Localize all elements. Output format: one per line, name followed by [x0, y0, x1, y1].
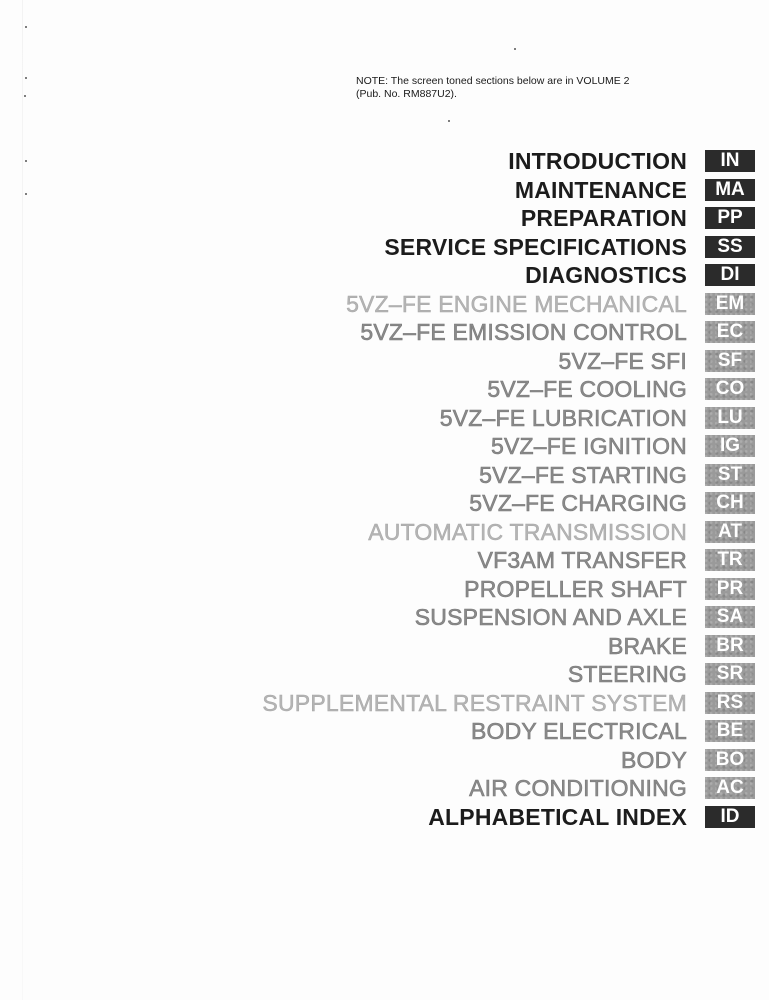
- scan-speck: [25, 26, 27, 28]
- scan-speck: [25, 77, 27, 79]
- scan-speck: [514, 48, 516, 50]
- toc-item-label: SERVICE SPECIFICATIONS: [384, 233, 687, 260]
- toc-item-label: INTRODUCTION: [508, 148, 687, 174]
- toc-item-label: 5VZ–FE COOLING: [487, 376, 687, 402]
- toc-item-preparation[interactable]: [0, 204, 769, 232]
- section-tab-sa[interactable]: SA: [705, 606, 755, 628]
- toc-item-label: BODY ELECTRICAL: [470, 718, 687, 744]
- toc-item-label: STEERING: [567, 661, 687, 687]
- toc-item-label: PREPARATION: [520, 205, 687, 231]
- toc-item-automatic-transmission[interactable]: [0, 518, 769, 546]
- section-tab-rs[interactable]: RS: [705, 692, 755, 714]
- section-tab-pr[interactable]: PR: [705, 578, 755, 600]
- section-tab-em[interactable]: EM: [705, 293, 755, 315]
- section-tab-in[interactable]: IN: [705, 150, 755, 172]
- toc-item-label: ALPHABETICAL INDEX: [428, 803, 687, 830]
- toc-item-label: 5VZ–FE IGNITION: [491, 433, 687, 459]
- section-tab-br[interactable]: BR: [705, 635, 755, 657]
- section-tab-di[interactable]: DI: [705, 264, 755, 286]
- section-tab-ig[interactable]: IG: [705, 435, 755, 457]
- toc-item-sfi[interactable]: [0, 347, 769, 375]
- toc-item-label: 5VZ–FE EMISSION CONTROL: [360, 319, 687, 345]
- toc-item-label: 5VZ–FE LUBRICATION: [439, 404, 687, 431]
- toc-item-service-specifications[interactable]: [0, 233, 769, 261]
- section-tab-at[interactable]: AT: [705, 521, 755, 543]
- toc-item-starting[interactable]: [0, 461, 769, 489]
- section-tab-co[interactable]: CO: [705, 378, 755, 400]
- toc-item-label: PROPELLER SHAFT: [464, 575, 687, 602]
- section-tab-pp[interactable]: PP: [705, 207, 755, 229]
- toc-item-transfer[interactable]: [0, 546, 769, 574]
- toc-item-label: DIAGNOSTICS: [525, 262, 687, 288]
- toc-item-ignition[interactable]: [0, 432, 769, 460]
- section-tab-id[interactable]: ID: [705, 806, 755, 828]
- toc-item-label: SUPPLEMENTAL RESTRAINT SYSTEM: [262, 689, 687, 716]
- toc-item-label: SUSPENSION AND AXLE: [414, 604, 687, 630]
- volume-note-line1: NOTE: The screen toned sections below are in VOLUME 2: [356, 75, 630, 87]
- scan-speck: [448, 120, 450, 122]
- toc-item-maintenance[interactable]: [0, 176, 769, 204]
- toc-item-propeller-shaft[interactable]: [0, 575, 769, 603]
- toc-item-label: MAINTENANCE: [514, 176, 687, 203]
- toc-item-supplemental-restraint-system[interactable]: [0, 689, 769, 717]
- section-tab-tr[interactable]: TR: [705, 549, 755, 571]
- toc-item-engine-mechanical[interactable]: [0, 290, 769, 318]
- toc-item-lubrication[interactable]: [0, 404, 769, 432]
- toc-item-label: 5VZ–FE ENGINE MECHANICAL: [346, 290, 687, 317]
- section-tab-ma[interactable]: MA: [705, 179, 755, 201]
- toc-item-suspension-and-axle[interactable]: [0, 603, 769, 631]
- toc-item-label: VF3AM TRANSFER: [477, 547, 687, 573]
- section-tab-sf[interactable]: SF: [705, 350, 755, 372]
- scan-speck: [24, 95, 26, 97]
- toc-item-label: 5VZ–FE CHARGING: [469, 490, 687, 516]
- toc-item-label: AUTOMATIC TRANSMISSION: [368, 518, 687, 545]
- toc-item-label: BODY: [621, 746, 687, 773]
- volume-note-line2: (Pub. No. RM887U2).: [356, 88, 457, 100]
- toc-item-emission-control[interactable]: [0, 318, 769, 346]
- toc-item-alphabetical-index[interactable]: [0, 803, 769, 831]
- section-tab-sr[interactable]: SR: [705, 663, 755, 685]
- toc-item-label: BRAKE: [608, 632, 687, 659]
- toc-item-label: 5VZ–FE SFI: [558, 347, 687, 374]
- section-tab-st[interactable]: ST: [705, 464, 755, 486]
- toc-item-charging[interactable]: [0, 489, 769, 517]
- toc-item-brake[interactable]: [0, 632, 769, 660]
- section-tab-lu[interactable]: LU: [705, 407, 755, 429]
- toc-item-air-conditioning[interactable]: [0, 774, 769, 802]
- volume-note: [356, 75, 630, 101]
- toc-item-diagnostics[interactable]: [0, 261, 769, 289]
- section-tab-be[interactable]: BE: [705, 720, 755, 742]
- section-tab-ss[interactable]: SS: [705, 236, 755, 258]
- section-tab-bo[interactable]: BO: [705, 749, 755, 771]
- toc-item-label: AIR CONDITIONING: [469, 775, 687, 801]
- toc-item-introduction[interactable]: [0, 147, 769, 175]
- toc-item-body-electrical[interactable]: [0, 717, 769, 745]
- section-tab-ec[interactable]: EC: [705, 321, 755, 343]
- toc-item-label: 5VZ–FE STARTING: [479, 461, 687, 488]
- section-tab-ac[interactable]: AC: [705, 777, 755, 799]
- toc-item-cooling[interactable]: [0, 375, 769, 403]
- toc-item-body[interactable]: [0, 746, 769, 774]
- toc-item-steering[interactable]: [0, 660, 769, 688]
- section-tab-ch[interactable]: CH: [705, 492, 755, 514]
